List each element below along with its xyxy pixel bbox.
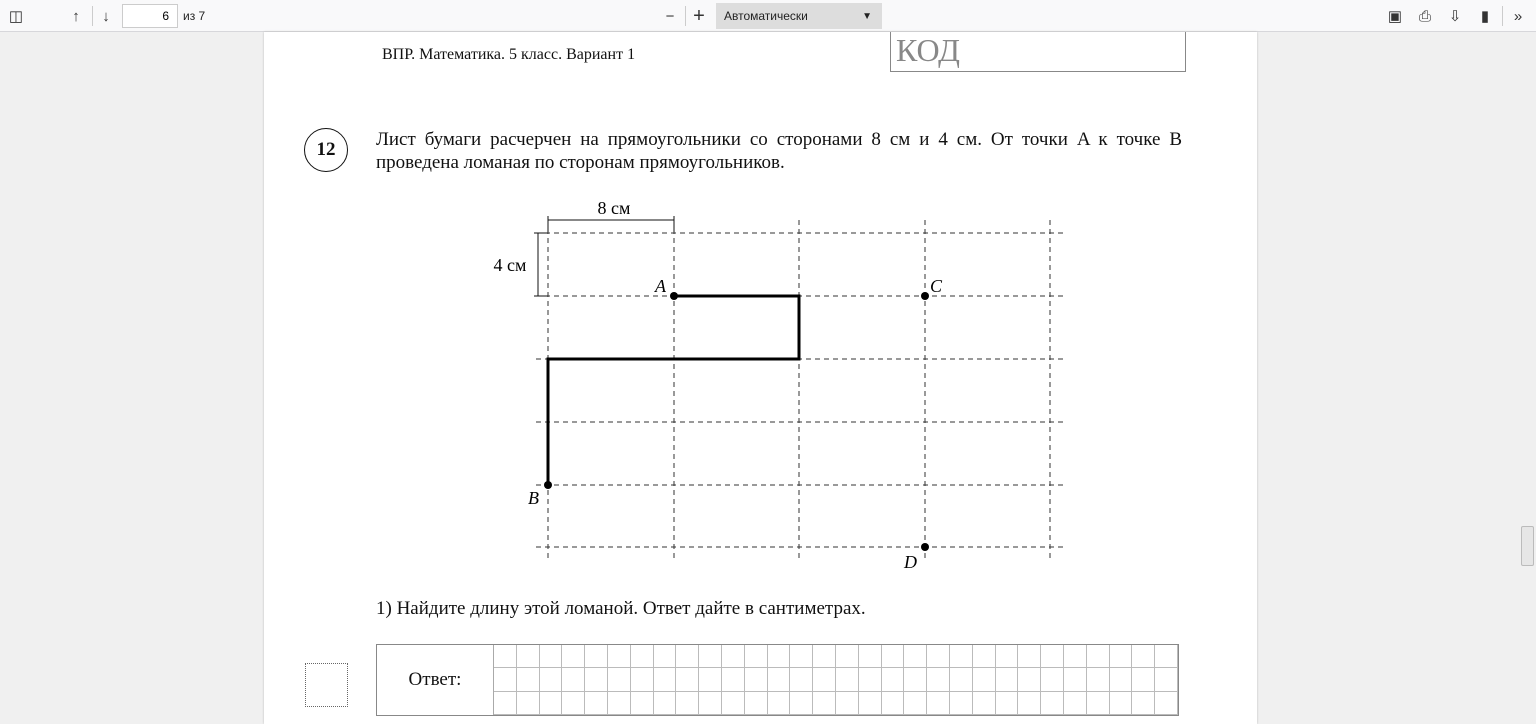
answer-cell[interactable] [1064, 692, 1087, 715]
answer-cell[interactable] [1018, 645, 1041, 668]
answer-cell[interactable] [790, 692, 813, 715]
answer-cell[interactable] [927, 668, 950, 691]
zoom-value: Автоматически [724, 9, 808, 23]
answer-cell[interactable] [1087, 692, 1110, 715]
width-label: 8 см [597, 198, 631, 218]
dimension-lines [534, 216, 674, 296]
answer-cell[interactable] [562, 692, 585, 715]
answer-cell[interactable] [882, 692, 905, 715]
answer-cell[interactable] [699, 645, 722, 668]
answer-cell[interactable] [722, 668, 745, 691]
answer-cell[interactable] [1155, 668, 1178, 691]
answer-cell[interactable] [1110, 668, 1133, 691]
answer-cell[interactable] [585, 645, 608, 668]
answer-cell[interactable] [813, 692, 836, 715]
answer-cell[interactable] [768, 692, 791, 715]
answer-cell[interactable] [904, 645, 927, 668]
answer-cell[interactable] [1132, 645, 1155, 668]
question-text: Лист бумаги расчерчен на прямоугольники со сторонами 8 см и 4 см. От точки A к точке B проведена ломаная по сторонам прямоугольников. [376, 129, 1182, 173]
answer-box [376, 644, 1179, 716]
answer-cell[interactable] [996, 668, 1019, 691]
answer-cell[interactable] [973, 645, 996, 668]
answer-cell[interactable] [608, 692, 631, 715]
answer-cell[interactable] [996, 692, 1019, 715]
answer-cell[interactable] [927, 692, 950, 715]
answer-cell[interactable] [699, 692, 722, 715]
answer-cell[interactable] [836, 668, 859, 691]
answer-cell[interactable] [562, 645, 585, 668]
presentation-mode-icon[interactable]: ▣ [1387, 8, 1403, 25]
answer-cell[interactable] [631, 645, 654, 668]
answer-cell[interactable] [904, 692, 927, 715]
point-a [670, 292, 678, 300]
answer-cell[interactable] [540, 668, 563, 691]
pdf-toolbar [0, 0, 1536, 32]
more-tools-icon[interactable]: » [1513, 7, 1523, 25]
answer-cell[interactable] [859, 645, 882, 668]
answer-cell[interactable] [1087, 668, 1110, 691]
answer-cell[interactable] [1155, 645, 1178, 668]
answer-cell[interactable] [585, 692, 608, 715]
answer-cell[interactable] [699, 668, 722, 691]
answer-cell[interactable] [517, 692, 540, 715]
download-icon[interactable]: ⇩ [1448, 8, 1462, 25]
answer-cell[interactable] [631, 692, 654, 715]
answer-cell[interactable] [927, 645, 950, 668]
answer-cell[interactable] [745, 645, 768, 668]
answer-cell[interactable] [950, 645, 973, 668]
answer-cell[interactable] [1018, 692, 1041, 715]
label-a: A [655, 276, 666, 296]
zoom-select[interactable] [716, 3, 882, 29]
answer-cell[interactable] [950, 668, 973, 691]
answer-cell[interactable] [676, 692, 699, 715]
chevron-down-icon: ▼ [862, 10, 872, 22]
previous-page-button[interactable]: ↑ [72, 7, 80, 25]
answer-cell[interactable] [562, 668, 585, 691]
answer-cell[interactable] [1110, 692, 1133, 715]
label-d: D [904, 552, 917, 572]
answer-cell[interactable] [608, 645, 631, 668]
zoom-out-button[interactable]: − [665, 7, 675, 25]
point-c [921, 292, 929, 300]
answer-cell[interactable] [882, 668, 905, 691]
answer-cell[interactable] [722, 692, 745, 715]
zoom-in-button[interactable]: + [693, 4, 705, 27]
answer-cell[interactable] [996, 645, 1019, 668]
answer-cell[interactable] [950, 692, 973, 715]
answer-cell[interactable] [517, 645, 540, 668]
answer-cell[interactable] [745, 692, 768, 715]
answer-cell[interactable] [494, 692, 517, 715]
answer-cell[interactable] [608, 668, 631, 691]
answer-cell[interactable] [859, 668, 882, 691]
answer-cell[interactable] [585, 668, 608, 691]
answer-cell[interactable] [540, 645, 563, 668]
answer-cell[interactable] [813, 668, 836, 691]
answer-grid[interactable] [494, 645, 1178, 715]
label-b: B [528, 488, 539, 508]
answer-cell[interactable] [813, 645, 836, 668]
answer-cell[interactable] [1018, 668, 1041, 691]
answer-cell[interactable] [768, 668, 791, 691]
answer-cell[interactable] [768, 645, 791, 668]
subquestion-text: 1) Найдите длину этой ломаной. Ответ дайте в сантиметрах. [376, 598, 866, 619]
answer-cell[interactable] [1087, 645, 1110, 668]
answer-cell[interactable] [654, 692, 677, 715]
answer-cell[interactable] [676, 645, 699, 668]
answer-cell[interactable] [836, 692, 859, 715]
answer-cell[interactable] [1041, 668, 1064, 691]
answer-cell[interactable] [973, 692, 996, 715]
point-d [921, 543, 929, 551]
task-number: 12 [304, 128, 348, 172]
answer-cell[interactable] [1064, 668, 1087, 691]
answer-cell[interactable] [1064, 645, 1087, 668]
label-c: C [930, 276, 943, 296]
scrollbar-thumb[interactable] [1521, 526, 1534, 566]
answer-cell[interactable] [836, 645, 859, 668]
answer-cell[interactable] [1132, 692, 1155, 715]
answer-cell[interactable] [973, 668, 996, 691]
answer-cell[interactable] [494, 668, 517, 691]
answer-cell[interactable] [494, 645, 517, 668]
answer-cell[interactable] [904, 668, 927, 691]
page-number-input[interactable] [122, 4, 178, 28]
answer-cell[interactable] [1132, 668, 1155, 691]
pdf-page [264, 32, 1257, 724]
answer-cell[interactable] [1041, 645, 1064, 668]
answer-cell[interactable] [722, 645, 745, 668]
answer-cell[interactable] [790, 645, 813, 668]
grid-figure [264, 32, 1257, 592]
answer-cell[interactable] [654, 668, 677, 691]
score-box [305, 663, 348, 707]
point-b [544, 481, 552, 489]
dashed-grid [536, 220, 1064, 560]
answer-cell[interactable] [631, 668, 654, 691]
answer-cell[interactable] [859, 692, 882, 715]
page-count: из 7 [183, 9, 206, 23]
sidebar-toggle-icon[interactable]: ◫ [8, 8, 24, 25]
answer-cell[interactable] [1041, 692, 1064, 715]
scrollbar[interactable] [1520, 32, 1536, 724]
document-header: ВПР. Математика. 5 класс. Вариант 1 [382, 46, 636, 63]
bookmark-icon[interactable]: ▮ [1480, 8, 1490, 25]
answer-cell[interactable] [882, 645, 905, 668]
answer-label: Ответ: [377, 645, 494, 715]
answer-cell[interactable] [676, 668, 699, 691]
next-page-button[interactable]: ↓ [102, 7, 110, 25]
print-icon[interactable]: ⎙ [1418, 7, 1431, 25]
answer-cell[interactable] [1155, 692, 1178, 715]
height-label: 4 см [493, 255, 527, 275]
answer-cell[interactable] [517, 668, 540, 691]
answer-cell[interactable] [745, 668, 768, 691]
answer-cell[interactable] [790, 668, 813, 691]
answer-cell[interactable] [654, 645, 677, 668]
code-box: КОД [890, 32, 1186, 72]
answer-cell[interactable] [540, 692, 563, 715]
answer-cell[interactable] [1110, 645, 1133, 668]
